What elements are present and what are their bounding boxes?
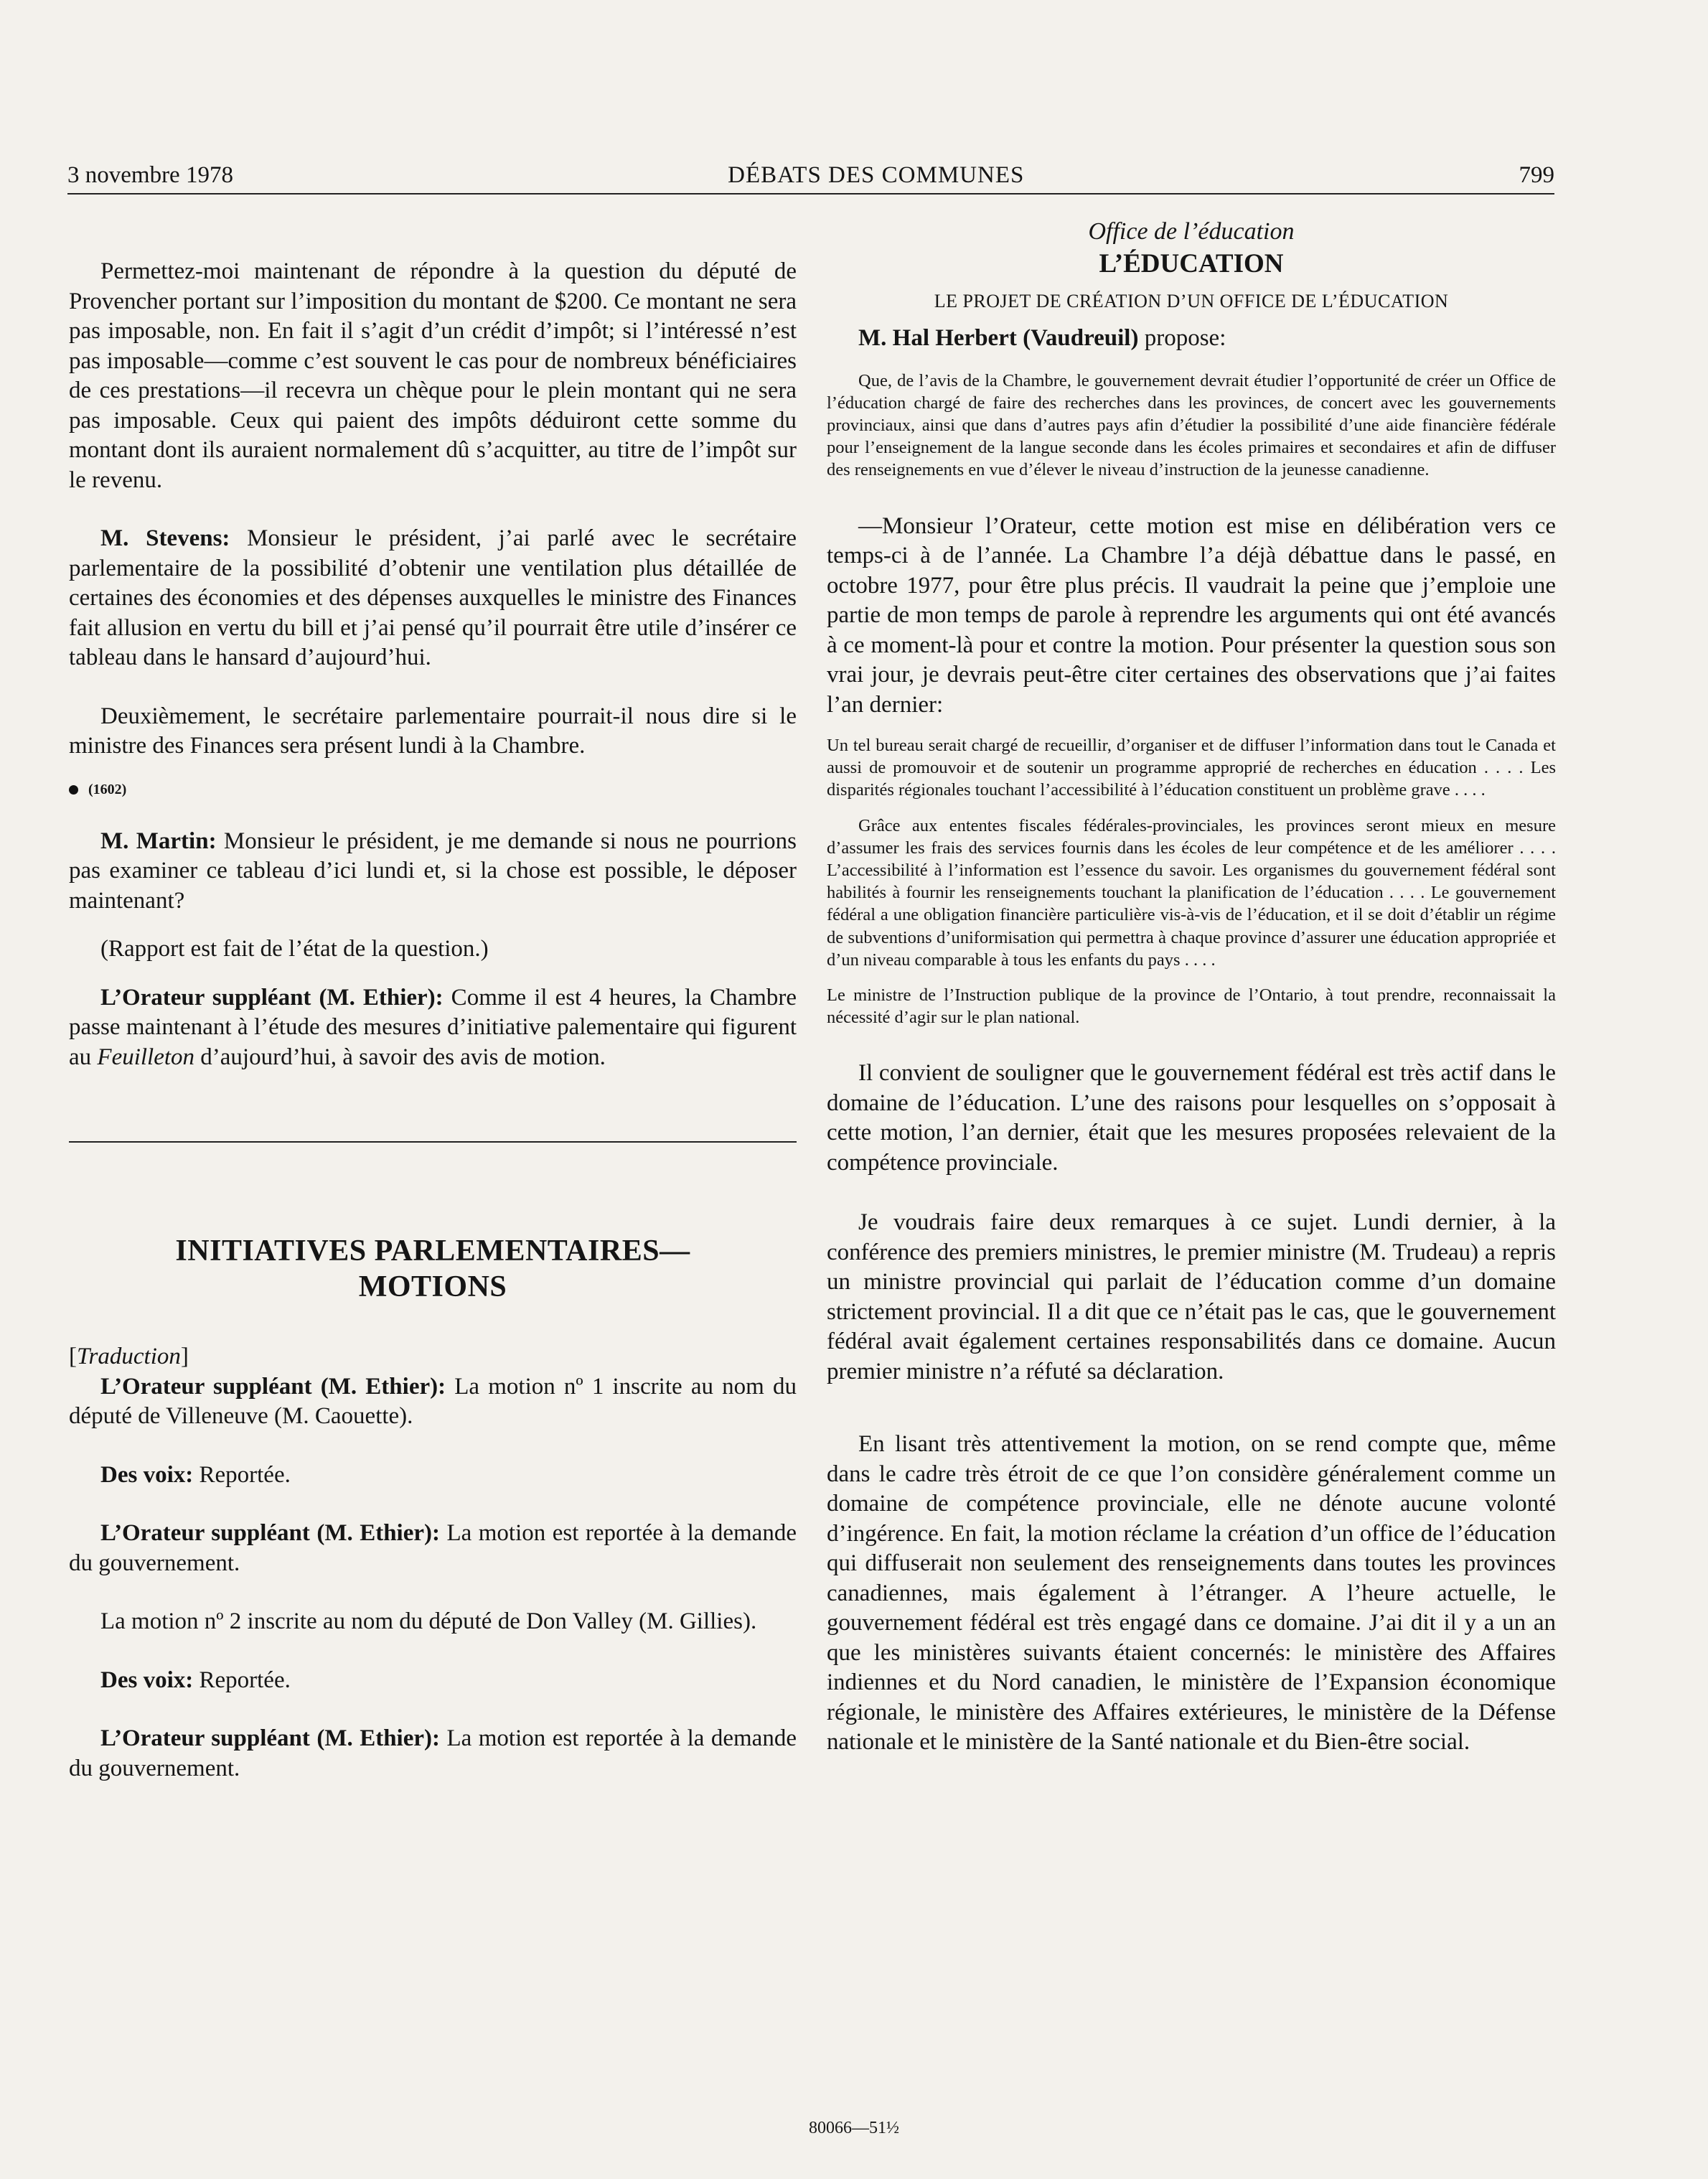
speaker-name: L’Orateur suppléant (M. Ethier): — [100, 1725, 440, 1751]
paragraph-deuxiemement: Deuxièmement, le secrétaire parlementaire pourrait-il nous dire si le ministre des Finances sera présent lundi à la Chambre. — [69, 703, 797, 759]
header-page-number: 799 — [1519, 162, 1554, 188]
speech-text: Monsieur le président, j’ai parlé avec le secrétaire parlementaire de la possibilité d’obtenir une ventilation plus détaillée de certaines des économies et des dépenses auxquelles le ministre des Finances fait allusion en vertu du bill et j’ai pensé qu’il pourrait être utile d’insérer ce tableau dans le hansard d’aujourd’hui. — [69, 525, 797, 670]
speaker-name: M. Martin: — [100, 828, 217, 854]
speech-text: d’aujourd’hui, à savoir des avis de motion. — [194, 1044, 606, 1070]
subheading-education: L’ÉDUCATION — [1099, 249, 1284, 278]
time-marker — [69, 782, 797, 798]
bullet-icon — [69, 785, 78, 795]
right-column — [827, 218, 1556, 1758]
paragraph-provencher-answer: Permettez-moi maintenant de répondre à la question du député de Provencher portant sur l’imposition du montant de $200. Ce montant ne sera pas imposable, non. En fait il s’agit d’un crédit d’impôt; si l’intéressé n’est pas imposable—comme c’est souvent le cas pour de nombreux bénéficiaires de ces prestations—il recevra un chèque pour le plein montant qui ne sera pas imposable. Ceux qui paient des impôts déduiront cette somme du montant dont ils auraient normalement dû s’acquitter, au titre de l’impôt sur le revenu. — [69, 258, 797, 493]
paragraph-stevens — [69, 524, 797, 673]
paragraph-des-voix-2 — [69, 1666, 797, 1696]
section-heading-line2: MOTIONS — [358, 1270, 507, 1303]
speech-text: Reportée. — [193, 1667, 291, 1693]
quote-bureau: Un tel bureau serait chargé de recueillir, d’organiser et de diffuser l’information dans tout le Canada et aussi de promouvoir et de soutenir un programme approprié de recherches en éducation . . . . Les disparités régionales touchant l’accessibilité à l’éducation constituent un problème grave . . . . — [827, 736, 1556, 800]
paragraph-orateur-4-heures — [69, 983, 797, 1073]
subheading-projet: LE PROJET DE CRÉATION D’UN OFFICE DE L’ÉDUCATION — [934, 291, 1449, 311]
quote-ententes: Grâce aux ententes fiscales fédérales-provinciales, les provinces seront mieux en mesure d’assumer les frais des services fournis dans les écoles de leur compétence et de les améliorer . . . . L’accessibilité à l’information est l’essence du savoir. Les organismes du gouvernement fédéral sont habilités à fournir les renseignements touchant la planification de l’éducation . . . . Le gouvernement fédéral a une obligation financière particulière vis-à-vis de l’éducation, et il se doit d’établir un régime de subventions d’uniformisation qui permettra à chaque province d’assurer une éducation appropriée et d’un niveau comparable à tous les enfants du pays . . . . — [827, 815, 1556, 970]
paragraph-martin — [69, 827, 797, 917]
time-marker-text: (1602) — [88, 781, 127, 797]
paragraph-en-lisant: En lisant très attentivement la motion, on se rend compte que, même dans le cadre très étroit de ce que l’on considère généralement comme un domaine de compétence provinciale, elle ne dénote aucune volonté d’ingérence. En fait, la motion réclame la création d’un office de l’éducation qui diffuserait non seulement des renseignements dans toutes les provinces canadiennes, mais également à l’étranger. A l’heure actuelle, le gouvernement fédéral est très engagé dans ce domaine. J’ai dit il y a un an que les ministères suivants étaient concernés: le ministère des Affaires indiennes et du Nord canadien, le ministère de l’Expansion économique régionale, le ministère des Affaires extérieures, le ministère de la Défense nationale et le ministère de la Santé nationale et du Bien-être social. — [827, 1431, 1556, 1756]
header-title: DÉBATS DES COMMUNES — [728, 162, 1025, 188]
paragraph-des-voix-1 — [69, 1461, 797, 1491]
speech-text: Monsieur le président, je me demande si nous ne pourrions pas examiner ce tableau d’ici lundi et, si la chose est possible, le déposer maintenant? — [69, 828, 797, 914]
section-heading-line1: INITIATIVES PARLEMENTAIRES— — [175, 1234, 690, 1267]
section-heading — [69, 1233, 797, 1305]
speech-text: Reportée. — [193, 1461, 291, 1488]
paragraph-mover — [827, 324, 1556, 354]
speaker-name: Des voix: — [100, 1461, 194, 1488]
speech-text: La motion nº 1 inscrite au nom du député de Villeneuve (M. Caouette). — [69, 1373, 797, 1429]
speaker-name: Des voix: — [100, 1667, 194, 1693]
speech-text: La motion est reportée à la demande du gouvernement. — [69, 1520, 797, 1576]
paragraph-orateur-motion: —Monsieur l’Orateur, cette motion est mise en délibération vers ce temps-ci à de l’année. La Chambre l’a déjà débattue dans le passé, en octobre 1977, pour être plus précis. Il vaudrait la peine que j’emploie une partie de mon temps de parole à reprendre les arguments qui ont été avancés à ce moment-là pour et contre la motion. Pour présenter la question sous son vrai jour, je devrais peut-être citer certaines des observations que j’ai faites l’an dernier: — [827, 512, 1556, 718]
motion-text: Que, de l’avis de la Chambre, le gouvernement devrait étudier l’opportunité de créer un Office de l’éducation chargé de faire des recherches dans les provinces, de concert avec les gouvernements provinciaux, ainsi que dans d’autres pays afin d’étudier la possibilité d’une aide financière fédérale pour l’enseignement de la langue seconde dans les écoles primaires et secondaires et afin de diffuser des renseignements en vue d’élever le niveau d’instruction de la jeunesse canadienne. — [827, 370, 1556, 480]
paragraph-motion-1 — [69, 1372, 797, 1432]
header-date: 3 novembre 1978 — [67, 162, 233, 188]
print-code: 80066—51½ — [809, 2119, 899, 2137]
speaker-name: L’Orateur suppléant (M. Ethier): — [100, 1373, 446, 1400]
speech-text: La motion est reportée à la demande du gouvernement. — [69, 1725, 797, 1781]
paragraph-deux-remarques: Je voudrais faire deux remarques à ce sujet. Lundi dernier, à la conférence des premiers ministres, le premier ministre (M. Trudeau) a repris un ministre provincial qui parlait de l’éducation comme d’un domaine strictement provincial. Il a dit que ce n’était pas le cas, que le gouvernement fédéral avait également certaines responsabilités dans ce domaine. Aucun premier ministre n’a réfuté sa déclaration. — [827, 1209, 1556, 1384]
paragraph-motion-2: La motion nº 2 inscrite au nom du député de Don Valley (M. Gillies). — [100, 1608, 757, 1634]
feuilleton-italic: Feuilleton — [97, 1044, 195, 1070]
speaker-name: M. Hal Herbert (Vaudreuil) — [858, 325, 1139, 351]
section-divider — [69, 1141, 797, 1143]
speech-text: propose: — [1138, 325, 1226, 351]
paragraph-reportee-2 — [69, 1724, 797, 1784]
speaker-name: L’Orateur suppléant (M. Ethier): — [100, 984, 444, 1011]
traduction-italic: Traduction — [77, 1344, 181, 1369]
subheading-office: Office de l’éducation — [1088, 218, 1295, 245]
running-header — [67, 162, 1554, 195]
paragraph-gouvernement-actif: Il convient de souligner que le gouvernement fédéral est très actif dans le domaine de l’éducation. L’une des raisons pour lesquelles on s’opposait à cette motion, l’an dernier, était que les mesures proposées relevaient de la compétence provinciale. — [827, 1060, 1556, 1176]
left-column — [69, 215, 797, 1784]
paragraph-rapport: (Rapport est fait de l’état de la question.) — [100, 936, 489, 962]
quote-ontario: Le ministre de l’Instruction publique de la province de l’Ontario, à tout prendre, reconnaissait la nécessité d’agir sur le plan national. — [827, 985, 1556, 1028]
speech-text: Comme il est 4 heures, la Chambre passe maintenant à l’étude des mesures d’initiative palementaire qui figurent au — [69, 984, 797, 1070]
paragraph-reportee-1 — [69, 1519, 797, 1578]
speaker-name: M. Stevens: — [100, 525, 230, 551]
traduction-label: [Traduction] — [69, 1344, 189, 1369]
speaker-name: L’Orateur suppléant (M. Ethier): — [100, 1520, 440, 1546]
